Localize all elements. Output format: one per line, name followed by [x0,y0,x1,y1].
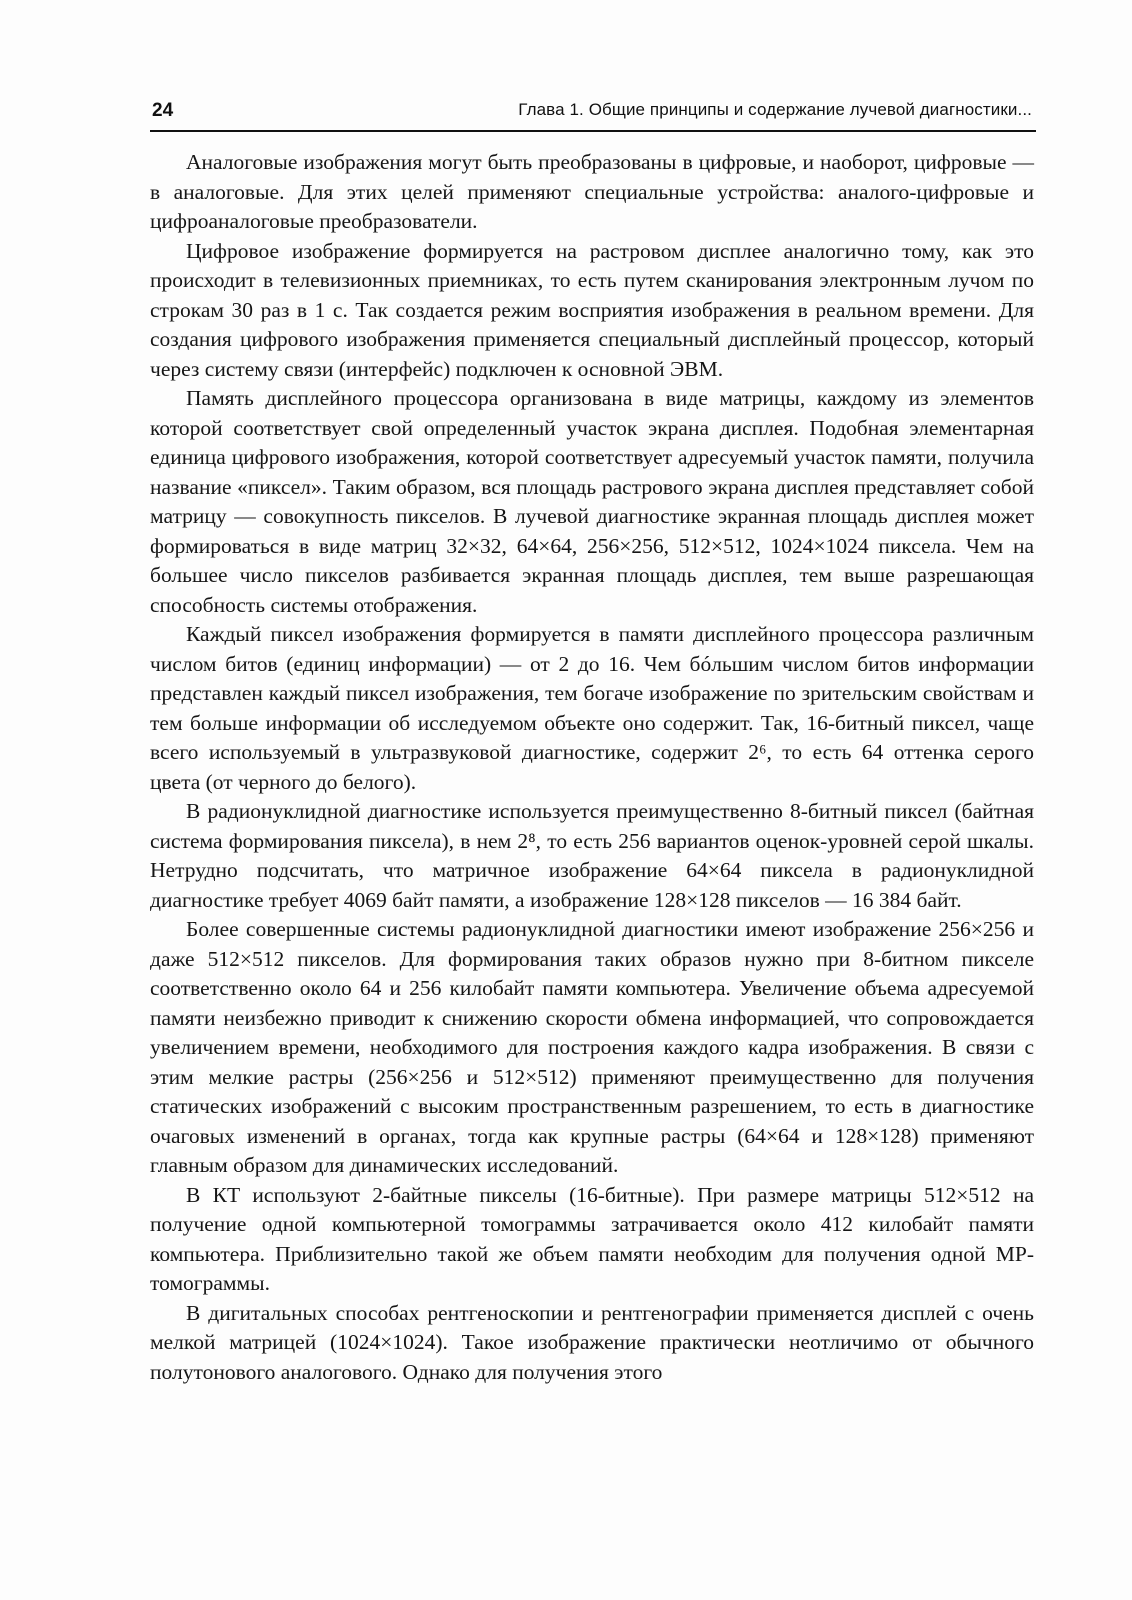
paragraph: Цифровое изображение формируется на растровом дисплее аналогично тому, как это происходит в телевизионных приемниках, то есть путем сканирования электронным лучом по строкам 30 раз в 1 с. Так создается режим восприятия изображения в реальном времени. Для создания цифрового изображения применяется специальный дисплейный процессор, который через систему связи (интерфейс) подключен к основной ЭВМ. [150,238,1034,381]
paragraph: В радионуклидной диагностике используется преимущественно 8-битный пиксел (байтная система формирования пиксела), в нем 2⁸, то есть 256 вариантов оценок-уровней серой шкалы. Нетрудно подсчитать, что матричное изображение 64×64 пиксела в радионуклидной диагностике требует 4069 байт памяти, а изображение 128×128 пикселов — 16 384 байт. [150,799,1034,912]
paragraph: Память дисплейного процессора организована в виде матрицы, каждому из элементов которой соответствует свой определенный участок экрана дисплея. Подобная элементарная единица цифрового изображения, которой соответствует адресуемый участок памяти, получила название «пиксел». Таким образом, вся площадь растрового экрана дисплея представляет собой матрицу — совокупность пикселов. В лучевой диагностике экранная площадь дисплея может формироваться в виде матриц 32×32, 64×64, 256×256, 512×512, 1024×1024 пиксела. Чем на большее число пикселов разбивается экранная площадь дисплея, тем выше разрешающая способность системы отображения. [150,386,1034,617]
page-header [150,100,1036,132]
page-number: 24 [152,100,174,121]
running-head: Глава 1. Общие принципы и содержание лучевой диагностики... [518,100,1032,119]
paragraph: Каждый пиксел изображения формируется в памяти дисплейного процессора различным числом битов (единиц информации) — от 2 до 16. Чем бóльшим числом битов информации представлен каждый пиксел изображения, тем богаче изображение по зрительским свойствам и тем больше информации об исследуемом объекте оно содержит. Так, 16-битный пиксел, чаще всего используемый в ультразвуковой диагностике, содержит 2⁶, то есть 64 оттенка серого цвета (от черного до белого). [150,622,1034,794]
paragraph: В дигитальных способах рентгеноскопии и рентгенографии применяется дисплей с очень мелкой матрицей (1024×1024). Такое изображение практически неотличимо от обычного полутонового аналогового. Однако для получения этого [150,1300,1034,1384]
paragraph: В КТ используют 2-байтные пикселы (16-битные). При размере матрицы 512×512 на получение одной компьютерной томограммы затрачивается около 412 килобайт памяти компьютера. Приблизительно такой же объем памяти необходим для получения одной МР-томограммы. [150,1182,1034,1295]
body-text [150,148,1034,1387]
paragraph: Аналоговые изображения могут быть преобразованы в цифровые, и наоборот, цифровые — в аналоговые. Для этих целей применяют специальные устройства: аналого-цифровые и цифроаналоговые преобразователи. [150,150,1034,233]
paragraph: Более совершенные системы радионуклидной диагностики имеют изображение 256×256 и даже 512×512 пикселов. Для формирования таких образов нужно при 8-битном пикселе соответственно около 64 и 256 килобайт памяти компьютера. Увеличение объема адресуемой памяти неизбежно приводит к снижению скорости обмена информацией, что сопровождается увеличением времени, необходимого для построения каждого кадра изображения. В связи с этим мелкие растры (256×256 и 512×512) применяют преимущественно для получения статических изображений с высоким пространственным разрешением, то есть в диагностике очаговых изменений в органах, тогда как крупные растры (64×64 и 128×128) применяют главным образом для динамических исследований. [150,917,1034,1177]
